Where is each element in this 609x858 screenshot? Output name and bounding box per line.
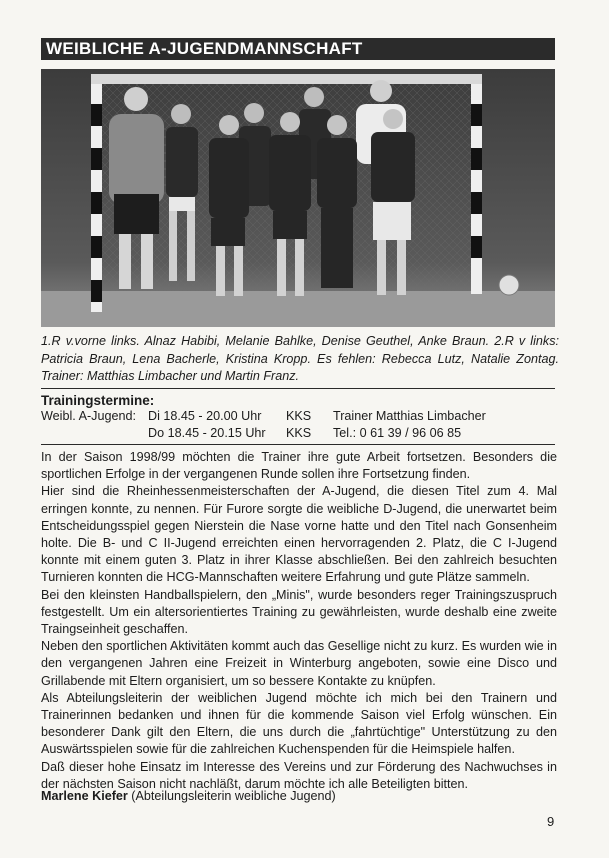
training-time-1: Di 18.45 - 20.00 Uhr: [148, 409, 262, 423]
paragraph: Daß dieser hohe Einsatz im Interesse des Vereins und zur Förderung des Nachwuchses in der nächsten Saison nicht nachläßt, darum möchte ich alle Beteiligten bitten.: [41, 759, 557, 791]
article-body: [41, 449, 557, 793]
signature: [41, 789, 336, 803]
training-place-2: KKS: [286, 426, 312, 440]
section-title: WEIBLICHE A-JUGENDMANNSCHAFT: [41, 38, 555, 60]
trainer-phone: Tel.: 0 61 39 / 96 06 85: [333, 426, 462, 440]
divider-top: [41, 388, 555, 389]
goal-post-right: [471, 84, 482, 294]
signature-name: Marlene Kiefer: [41, 789, 128, 803]
training-time-2: Do 18.45 - 20.15 Uhr: [148, 426, 266, 440]
photo-caption: 1.R v.vorne links. Alnaz Habibi, Melanie Bahlke, Denise Geuthel, Anke Braun. 2.R v links: Patricia Braun, Lena Bacherle, Kristina Kropp. Es fehlen: Rebecca Lutz, Natalie Zontag. Trainer: Matthias Limbacher und Martin Franz.: [41, 334, 559, 383]
team-photo: [41, 69, 555, 327]
trainer-name: Trainer Matthias Limbacher: [333, 409, 486, 423]
paragraph: Hier sind die Rheinhessenmeisterschaften der A-Jugend, die diesen Titel zum 4. Mal erringen konnte, zu nennen. Für Furore sorgte die weibliche D-Jugend, die unerwartet beim Entscheidungsspiel gegen Nierstein die Nase vorne hatte und den Titel nach Gonsenheim holte. Die B- und C II-Jugend erreichten einen hervorragenden 2. Platz, die C I-Jugend konnte mit einem guten 3. Platz in ihrer Klasse abschließen. Bei den zahlreich besuchten Turnieren konnten die HCG-Mannschaften weitere Erfahrung und gute Plätze sammeln.: [41, 484, 557, 585]
paragraph: Neben den sportlichen Aktivitäten kommt auch das Gesellige nicht zu kurz. Es wurden wie in den vergangenen Jahren eine Freizeit in Winterburg angeboten, sowie eine Disco und Grillabende mit Eltern organisiert, um so bessere Kontakte zu knüpfen.: [41, 639, 557, 688]
paragraph: Bei den kleinsten Handballspielern, den „Minis", wurde besonders reger Trainingszuspruch festgestellt. Um ein altersorientiertes Training zu gewährleisten, wurde deshalb eine zweite Traingseinheit geschaffen.: [41, 587, 557, 637]
team-photo-drawing: [41, 69, 555, 327]
signature-role: (Abteilungsleiterin weibliche Jugend): [131, 789, 336, 803]
goal-post-left: [91, 84, 102, 312]
paragraph: In der Saison 1998/99 möchten die Trainer ihre gute Arbeit fortsetzen. Besonders die sportlichen Erfolge in der vergangenen Runde sollen ihre Fortsetzung finden.: [41, 450, 557, 482]
divider-bottom: [41, 444, 555, 445]
paragraph: Als Abteilungsleiterin der weiblichen Jugend möchte ich mich bei den Trainern und Trainerinnen bedanken und ihnen für die kommende Saison viel Erfolg wünschen. Ein besonderer Dank gilt den Eltern, die uns durch die „fahrtüchtige" Unterstützung zu den Auswärtsspielen sowie für die zahlreichen Kuchenspenden für die Heimspiele halfen.: [41, 690, 557, 757]
training-heading: Trainingstermine:: [41, 393, 155, 408]
training-place-1: KKS: [286, 409, 312, 423]
page-number: 9: [547, 814, 555, 829]
training-team-label: Weibl. A-Jugend:: [41, 409, 136, 423]
